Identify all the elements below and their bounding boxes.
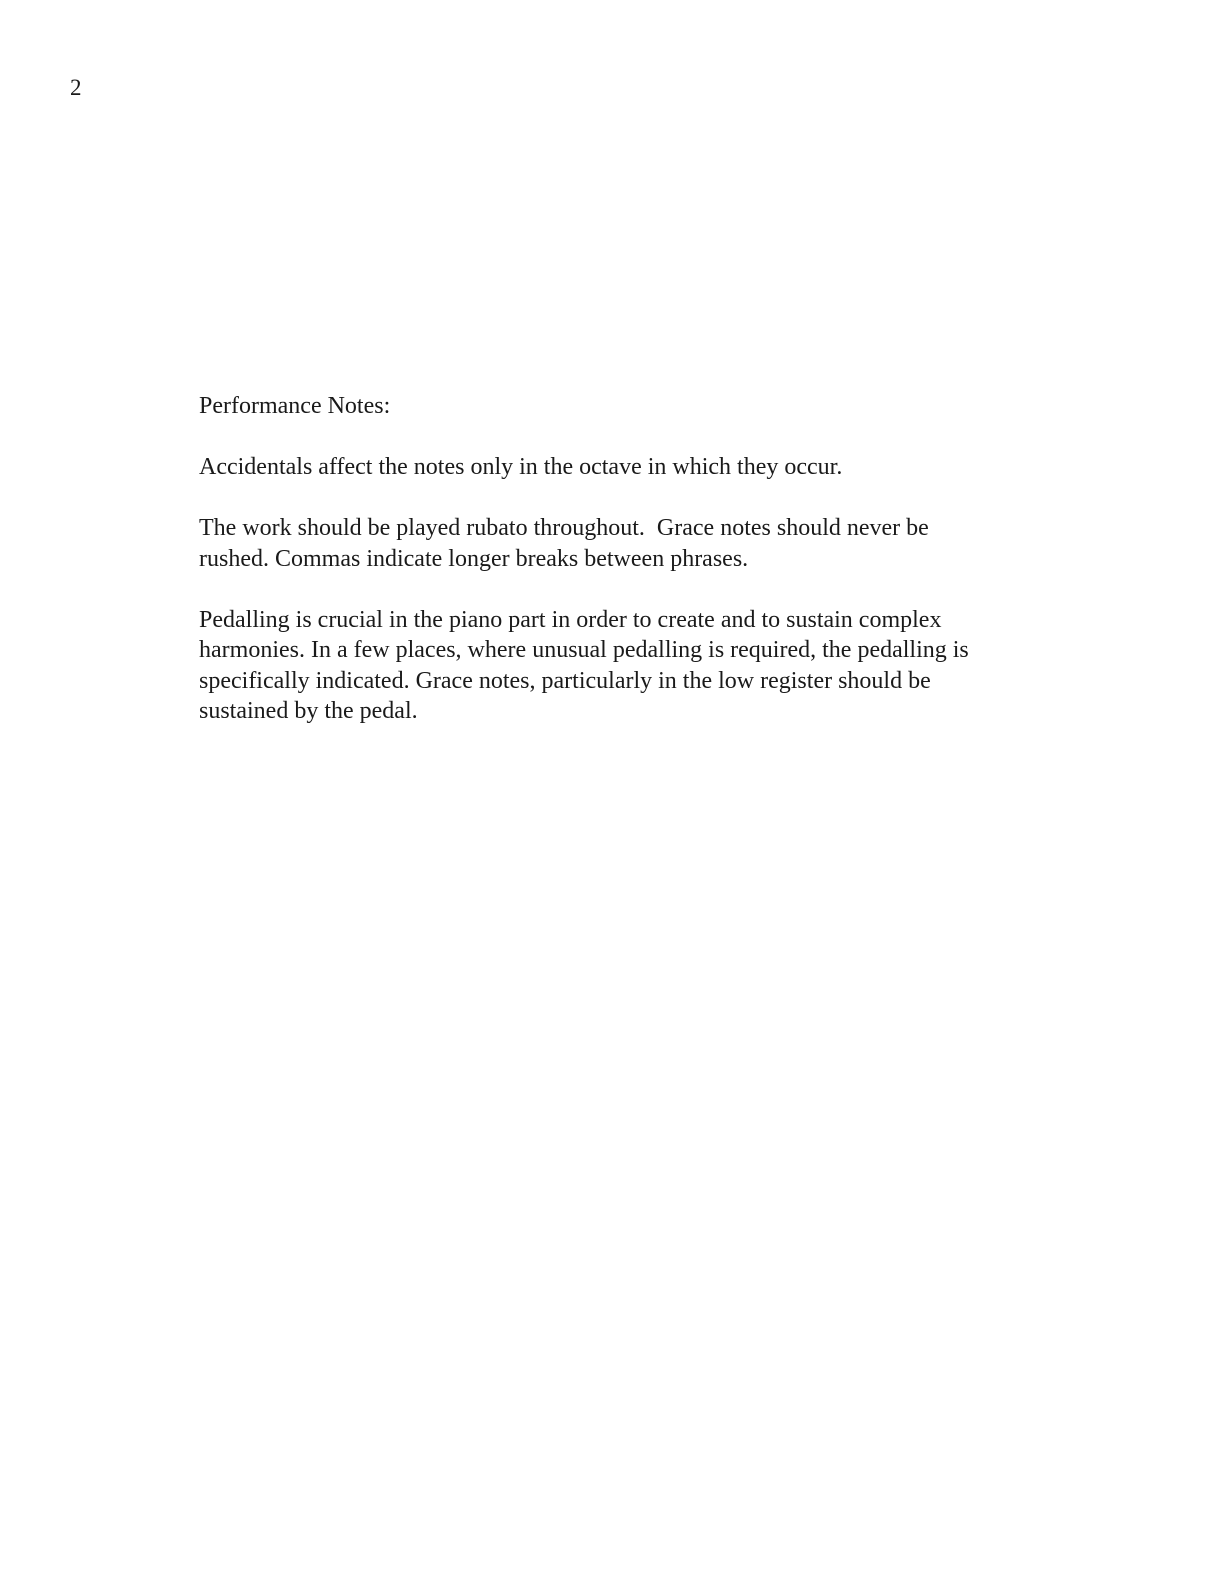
performance-notes <box>199 391 1029 757</box>
paragraph-line: Pedalling is crucial in the piano part in order to create and to sustain complex <box>199 606 942 633</box>
paragraph-line: specifically indicated. Grace notes, particularly in the low register should be <box>199 667 931 694</box>
notes-heading: Performance Notes: <box>199 393 391 419</box>
notes-paragraph-pedalling <box>199 605 1029 727</box>
notes-paragraph-accidentals <box>199 452 1029 483</box>
notes-paragraph-rubato <box>199 513 1029 574</box>
paragraph-line: The work should be played rubato throughout. Grace notes should never be <box>199 515 929 541</box>
page-number: 2 <box>70 75 82 100</box>
paragraph-line: sustained by the pedal. <box>199 698 418 724</box>
paragraph-line: harmonies. In a few places, where unusual pedalling is required, the pedalling is <box>199 637 969 663</box>
paragraph-line: Accidentals affect the notes only in the octave in which they occur. <box>199 454 843 480</box>
paragraph-line: rushed. Commas indicate longer breaks between phrases. <box>199 545 749 572</box>
